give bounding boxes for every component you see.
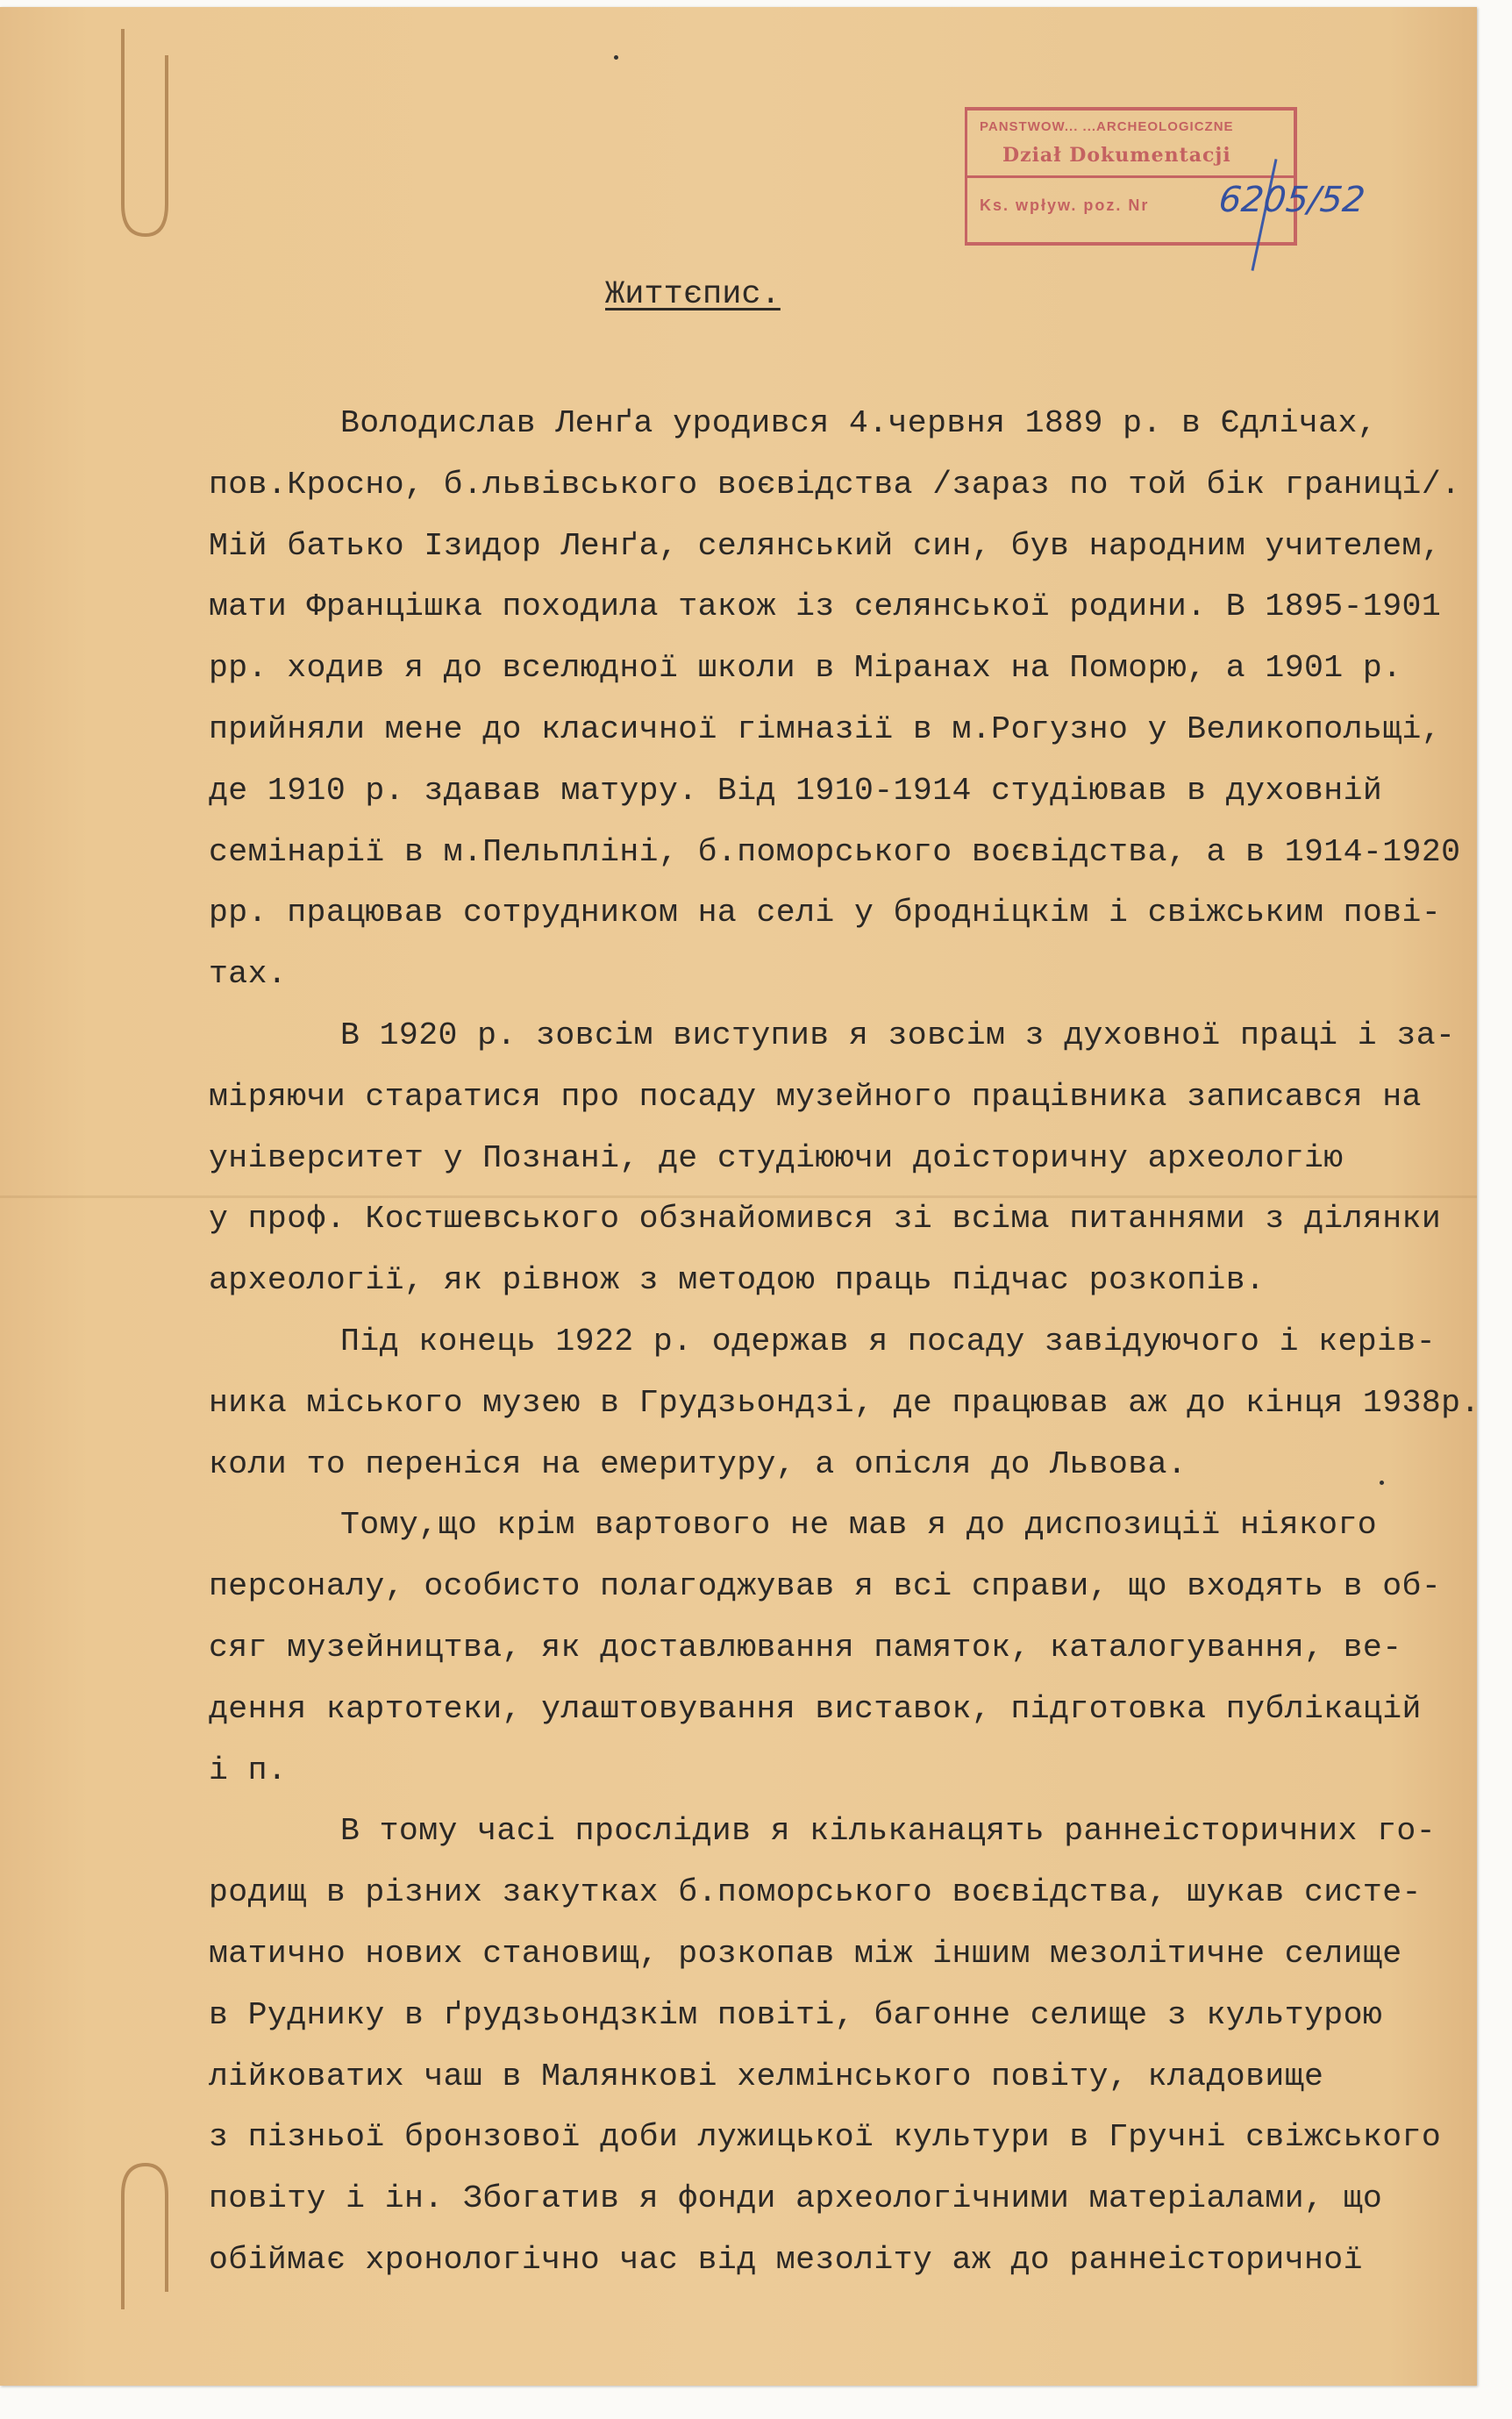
text-line: сяг музейництва, як доставлювання памяток, каталогування, ве-	[209, 1629, 1402, 1666]
text-line: обіймає хронологічно час від мезоліту аж до раннеісторичної	[209, 2241, 1363, 2278]
text-line: лійковатих чаш в Малянкові хелмінського повіту, кладовище	[209, 2058, 1324, 2094]
paper-clip-mark-bottom	[112, 2160, 174, 2309]
text-line: Володислав Ленґа уродився 4.червня 1889 р. в Єдлічах,	[340, 405, 1378, 441]
text-line: Тому,що крім вартового не мав я до диспозиції ніякого	[340, 1507, 1378, 1544]
text-line: дення картотеки, улаштовування виставок, підготовка публікацій	[209, 1690, 1422, 1727]
stamp-institution: PANSTWOW... ...ARCHEOLOGICZNE	[980, 119, 1234, 134]
text-line: де 1910 р. здавав матуру. Від 1910-1914 студіював в духовній	[209, 772, 1383, 809]
text-line: в Руднику в ґрудзьондзкім повіті, багонне селище з культурою	[209, 1996, 1383, 2033]
text-line: рр. ходив я до вселюдної школи в Міранах на Поморю, а 1901 р.	[209, 650, 1402, 687]
text-line: ника міського музею в Грудзьондзі, де працював аж до кінця 1938р.	[209, 1384, 1480, 1421]
ink-speck	[614, 55, 618, 60]
text-line: і п.	[209, 1752, 288, 1788]
archive-stamp	[965, 107, 1297, 246]
text-line: університет у Познані, де студіюючи доісторичну археологію	[209, 1139, 1344, 1176]
stamp-department: Dział Dokumentacji	[1002, 144, 1231, 167]
text-line: В 1920 р. зовсім виступив я зовсім з духовної праці і за-	[340, 1017, 1456, 1053]
text-line: коли то переніся на емеритуру, а опісля до Львова.	[209, 1445, 1187, 1482]
stamp-register-label: Ks. wpływ. poz. Nr	[980, 196, 1150, 214]
document-body	[209, 393, 1480, 2291]
text-line: рр. працював сотрудником на селі у бродніцкім і свіжським пові-	[209, 895, 1442, 931]
text-line: Мій батько Ізидор Ленґа, селянський син, був народним учителем,	[209, 527, 1442, 564]
paper-clip-mark-top	[112, 29, 174, 244]
text-line: родищ в різних закутках б.поморського воєвідства, шукав систе-	[209, 1874, 1422, 1911]
handwritten-register-number: 6205/52	[1216, 180, 1367, 220]
text-line: В тому часі прослідив я кільканацять раннеісторичних го-	[340, 1813, 1436, 1850]
text-line: пов.Кросно, б.львівського воєвідства /зараз по той бік границі/.	[209, 466, 1461, 503]
text-line: матично нових становищ, розкопав між іншим мезолітичне селище	[209, 1935, 1402, 1972]
text-line: тах.	[209, 956, 288, 993]
text-line: повіту і ін. Збогатив я фонди археологічними матеріалами, що	[209, 2180, 1383, 2217]
text-line: археології, як рівнож з методою праць підчас розкопів.	[209, 1262, 1266, 1299]
text-line: персоналу, особисто полагоджував я всі справи, що входять в об-	[209, 1568, 1442, 1605]
stamp-divider	[967, 175, 1294, 178]
document-title: Життєпис.	[605, 276, 781, 313]
text-line: міряючи старатися про посаду музейного працівника записався на	[209, 1078, 1422, 1115]
text-line: прийняли мене до класичної гімназії в м.Рогузно у Великопольщі,	[209, 710, 1442, 747]
text-line: семінарії в м.Пельпліні, б.поморського воєвідства, а в 1914-1920	[209, 833, 1461, 870]
text-line: мати Францішка походила також із селянської родини. В 1895-1901	[209, 589, 1442, 625]
text-line: у проф. Костшевського обзнайомився зі всіма питаннями з ділянки	[209, 1201, 1442, 1238]
text-line: з пізньої бронзової доби лужицької культури в Гручні свіжського	[209, 2119, 1442, 2156]
text-line: Під конець 1922 р. одержав я посаду завідуючого і керів-	[340, 1323, 1436, 1359]
